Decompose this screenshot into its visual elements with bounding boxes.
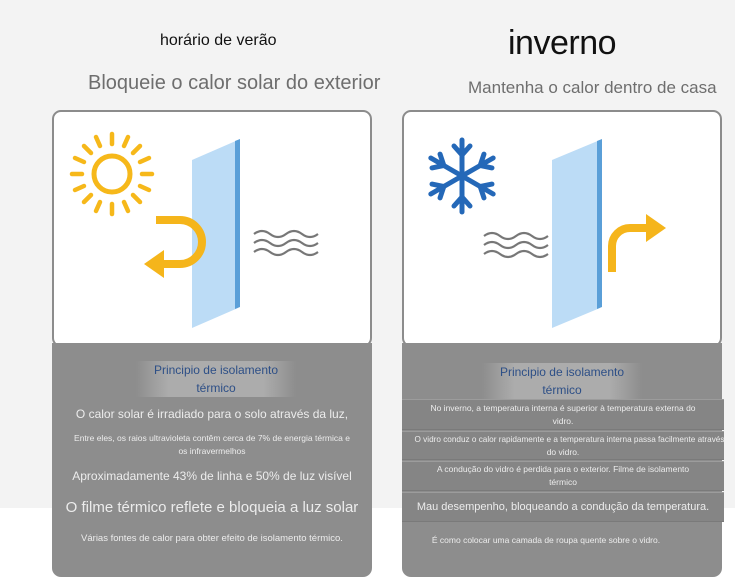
summer-text-line: Várias fontes de calor para obter efeito de isolamento térmico. [81, 533, 343, 544]
winter-text-line: É como colocar uma camada de roupa quente sobre o vidro. [431, 535, 661, 545]
summer-principle-heading [136, 361, 296, 397]
winter-illustration-card [402, 110, 722, 347]
winter-season-title: inverno [508, 24, 617, 62]
summer-illustration-card [52, 110, 372, 347]
winter-subtitle: Mantenha o calor dentro de casa [468, 78, 717, 97]
principle-line: térmico [482, 381, 642, 399]
winter-illustration [404, 112, 722, 347]
principle-line: térmico [136, 379, 296, 397]
winter-text-line: No inverno, a temperatura interna é superior à temperatura externa do [430, 403, 696, 413]
glass-pane-icon [552, 139, 602, 328]
summer-text-line: os infravermelhos [178, 446, 246, 456]
principle-line: Principio de isolamento [136, 361, 296, 379]
summer-text-line: Aproximadamente 43% de linha e 50% de luz visível [72, 469, 352, 483]
sun-icon [72, 134, 152, 214]
heat-waves-icon [254, 231, 318, 255]
summer-text-line: Entre eles, os raios ultravioleta contêm cerca de 7% de energia térmica e [74, 433, 350, 443]
winter-text-line: A condução do vidro é perdida para o exterior. Filme de isolamento [436, 464, 690, 474]
summer-illustration [54, 112, 372, 347]
winter-text-line: vidro. [552, 416, 574, 426]
return-arrow-icon [612, 214, 666, 272]
principle-line: Principio de isolamento [482, 363, 642, 381]
winter-text-line: do vidro. [546, 447, 580, 457]
summer-text-line: O filme térmico reflete e bloqueia a luz solar [65, 499, 359, 516]
winter-text-line: térmico [549, 477, 577, 487]
summer-text-line: O calor solar é irradiado para o solo através da luz, [75, 407, 349, 421]
summer-subtitle: Bloqueie o calor solar do exterior [88, 72, 381, 94]
winter-text-line: O vidro conduz o calor rapidamente e a temperatura interna passa facilmente através [414, 435, 725, 444]
winter-principle-heading [482, 363, 642, 399]
winter-text-line: Mau desempenho, bloqueando a condução da temperatura. [416, 501, 710, 513]
summer-season-title: horário de verão [160, 32, 277, 49]
heat-waves-icon [484, 233, 548, 257]
snowflake-icon [427, 140, 497, 212]
